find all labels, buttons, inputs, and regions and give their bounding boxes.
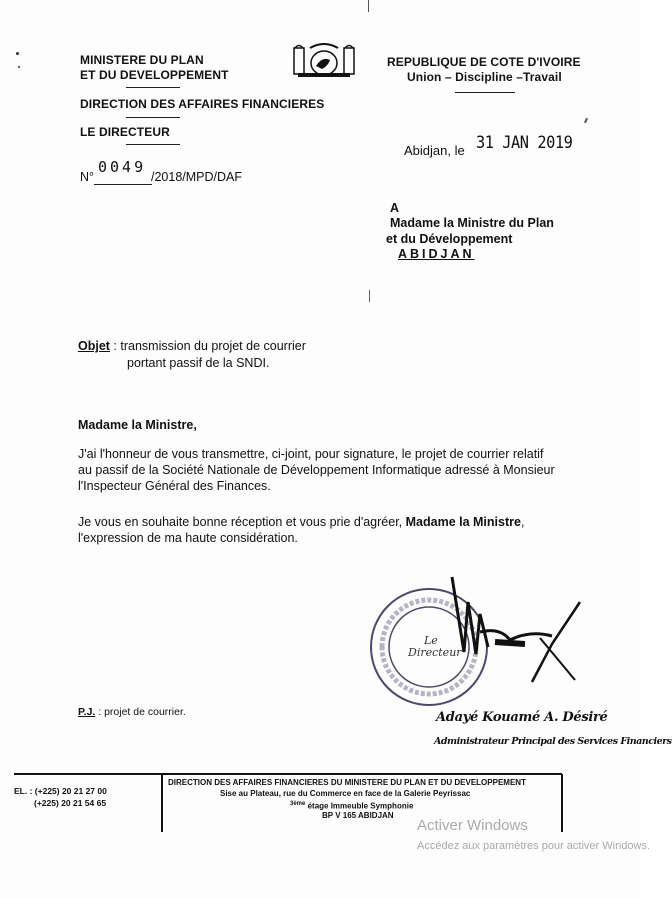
footer-rule	[14, 773, 562, 775]
paragraph1-line2: au passif de la Société Nationale de Développement Informatique adressé à Monsieur	[78, 463, 555, 477]
addressee-line1: Madame la Ministre du Plan	[390, 216, 554, 230]
scan-mark	[368, 0, 369, 12]
ministry-line2: ET DU DEVELOPPEMENT	[80, 68, 229, 82]
handwritten-signature	[440, 572, 590, 692]
divider	[455, 92, 515, 93]
ref-number-handwritten: 0049	[98, 158, 147, 176]
objet-label: Objet	[78, 339, 110, 353]
stamp-center-line2: Directeur	[408, 646, 462, 659]
footer-tel-line1: EL. : (+225) 20 21 27 00	[14, 786, 107, 796]
scan-mark	[16, 52, 19, 55]
scan-mark	[584, 118, 588, 123]
objet-line2: portant passif de la SNDI.	[127, 356, 270, 370]
reference-number: N° 0049 /2018/MPD/DAF	[80, 158, 243, 184]
paragraph1-line1: J'ai l'honneur de vous transmettre, ci-joint, pour signature, le projet de courrier relatif	[78, 447, 544, 461]
stamp-center-line1: Le	[424, 634, 438, 647]
watermark-subtitle: Accédez aux paramètres pour activer Windows.	[417, 840, 650, 852]
divider	[126, 87, 180, 88]
country-motto: Union – Discipline –Travail	[407, 70, 562, 84]
footer-tel-line2: (+225) 20 21 54 65	[34, 798, 107, 808]
divider	[126, 117, 180, 118]
country-name: REPUBLIQUE DE COTE D'IVOIRE	[387, 55, 581, 69]
footer-address-line2: Sise au Plateau, rue du Commerce en face de la Galerie Peyrissac	[220, 789, 471, 798]
ref-underline	[94, 184, 152, 185]
addressee-line2: et du Développement	[386, 232, 513, 246]
coat-of-arms-emblem	[292, 42, 356, 78]
pj-label: P.J.	[78, 706, 96, 718]
addressee-a: A	[390, 201, 400, 215]
scan-mark	[18, 66, 20, 68]
objet-line1: Objet : transmission du projet de courrier	[78, 339, 306, 353]
director-title: LE DIRECTEUR	[80, 125, 170, 139]
scan-mark	[369, 290, 370, 302]
attachment-note: P.J. : projet de courrier.	[78, 706, 186, 718]
paragraph2-line2: l'expression de ma haute considération.	[78, 531, 298, 545]
paragraph1-line3: l'Inspecteur Général des Finances.	[78, 479, 271, 493]
divider	[126, 144, 180, 145]
footer-divider-right	[561, 774, 563, 832]
salutation: Madame la Ministre,	[78, 418, 197, 432]
footer-divider-left	[161, 774, 163, 832]
footer-address-line3: $^{3ème}$ étage Immeuble Symphonie	[290, 801, 414, 811]
footer-address-line4: BP V 165 ABIDJAN	[322, 811, 394, 820]
date-stamp: 31 JAN 2019	[476, 133, 573, 153]
watermark-title: Activer Windows	[417, 817, 528, 834]
signatory-title: Administrateur Principal des Services Financiers	[434, 736, 672, 747]
addressee-city: ABIDJAN	[398, 247, 475, 261]
signatory-name: Adayé Kouamé A. Désiré	[436, 710, 608, 725]
date-line: Abidjan, le	[404, 143, 465, 158]
ministry-line1: MINISTERE DU PLAN	[80, 53, 204, 67]
direction-title: DIRECTION DES AFFAIRES FINANCIERES	[80, 97, 325, 111]
paragraph2-line1: Je vous en souhaite bonne réception et vous prie d'agréer, Madame la Ministre,	[78, 515, 525, 529]
footer-address-line1: DIRECTION DES AFFAIRES FINANCIERES DU MINISTERE DU PLAN ET DU DEVELOPPEMENT	[168, 778, 526, 787]
